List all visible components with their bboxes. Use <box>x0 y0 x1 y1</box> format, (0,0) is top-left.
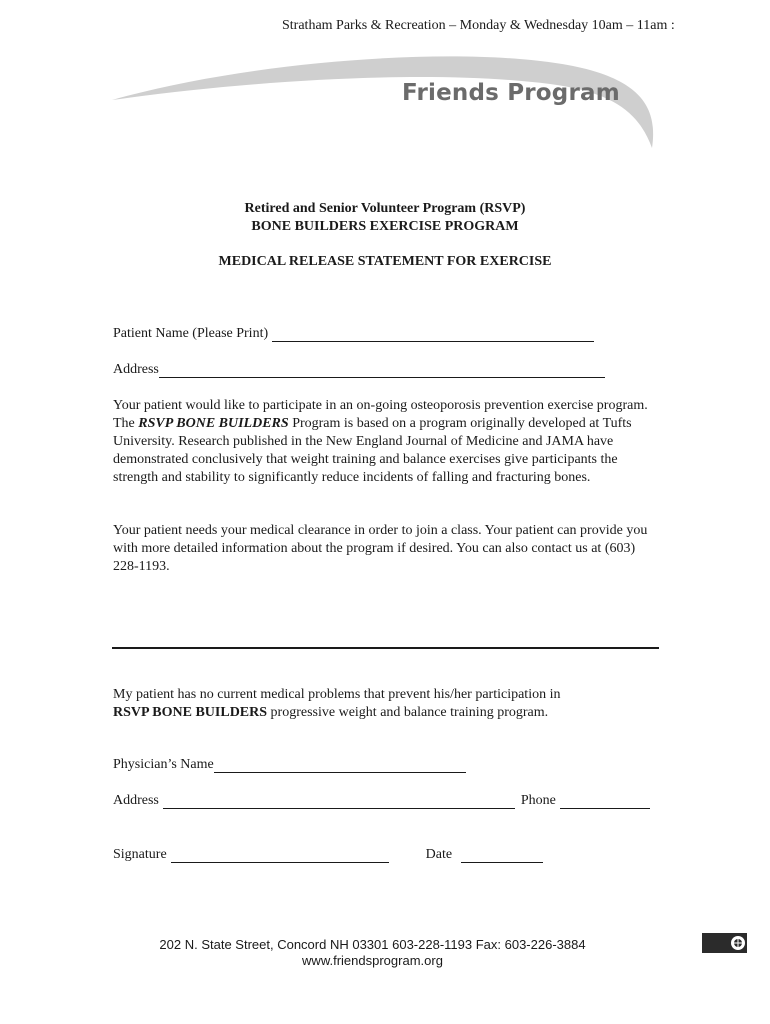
patient-name-label: Patient Name (Please Print) <box>113 326 269 341</box>
physician-address-label: Address <box>113 793 159 808</box>
phone-field[interactable] <box>560 793 650 809</box>
intro-paragraph: Your patient would like to participate in an on-going osteoporosis prevention exercise program. The RSVP BONE BUILDERS Program is based on a program originally developed at Tufts University. Research published in the New England Journal of Medicine and JAMA have demonstrated conclusively that weight training and balance exercises give participants the strength and stability to significantly reduce incidents of falling and fracturing bones. <box>113 398 648 485</box>
statement-heading: MEDICAL RELEASE STATEMENT FOR EXERCISE <box>218 254 552 269</box>
patient-address-label: Address <box>113 362 159 377</box>
physician-statement: My patient has no current medical problems that prevent his/her participation in RSVP BONE BUILDERS progressive weight and balance training program. <box>113 687 561 720</box>
signature-label: Signature <box>113 847 167 862</box>
patient-name-field[interactable] <box>272 326 594 342</box>
physician-name-field[interactable] <box>214 757 466 773</box>
program-name-emphasis: RSVP BONE BUILDERS <box>138 416 289 431</box>
clearance-paragraph: Your patient needs your medical clearance in order to join a class. Your patient can provide you with more detailed information about the program if desired. You can also contact us at (603) 228-1193. <box>113 523 648 574</box>
footer-website: www.friendsprogram.org <box>302 953 443 968</box>
signature-row <box>113 847 543 863</box>
footer-address: 202 N. State Street, Concord NH 03301 603-228-1193 Fax: 603-226-3884 <box>159 937 586 952</box>
patient-address-field[interactable] <box>159 362 605 378</box>
section-divider <box>112 647 659 649</box>
patient-name-row <box>113 326 594 342</box>
phone-label: Phone <box>520 793 556 808</box>
brand-name: Friends Program <box>402 80 620 106</box>
program-subtitle: BONE BUILDERS EXERCISE PROGRAM <box>251 219 519 234</box>
signature-field[interactable] <box>171 847 389 863</box>
physician-address-row <box>113 793 650 809</box>
date-label: Date <box>425 847 453 862</box>
program-title: Retired and Senior Volunteer Program (RSVP) <box>244 201 526 216</box>
physician-name-row <box>113 757 466 773</box>
schedule-note: Stratham Parks & Recreation – Monday & Wednesday 10am – 11am : <box>282 18 675 33</box>
date-field[interactable] <box>461 847 543 863</box>
patient-address-row <box>113 362 605 378</box>
physician-name-label: Physician’s Name <box>113 757 214 772</box>
united-way-logo <box>702 933 747 953</box>
program-name-bold: RSVP BONE BUILDERS <box>113 705 268 720</box>
physician-address-field[interactable] <box>163 793 515 809</box>
